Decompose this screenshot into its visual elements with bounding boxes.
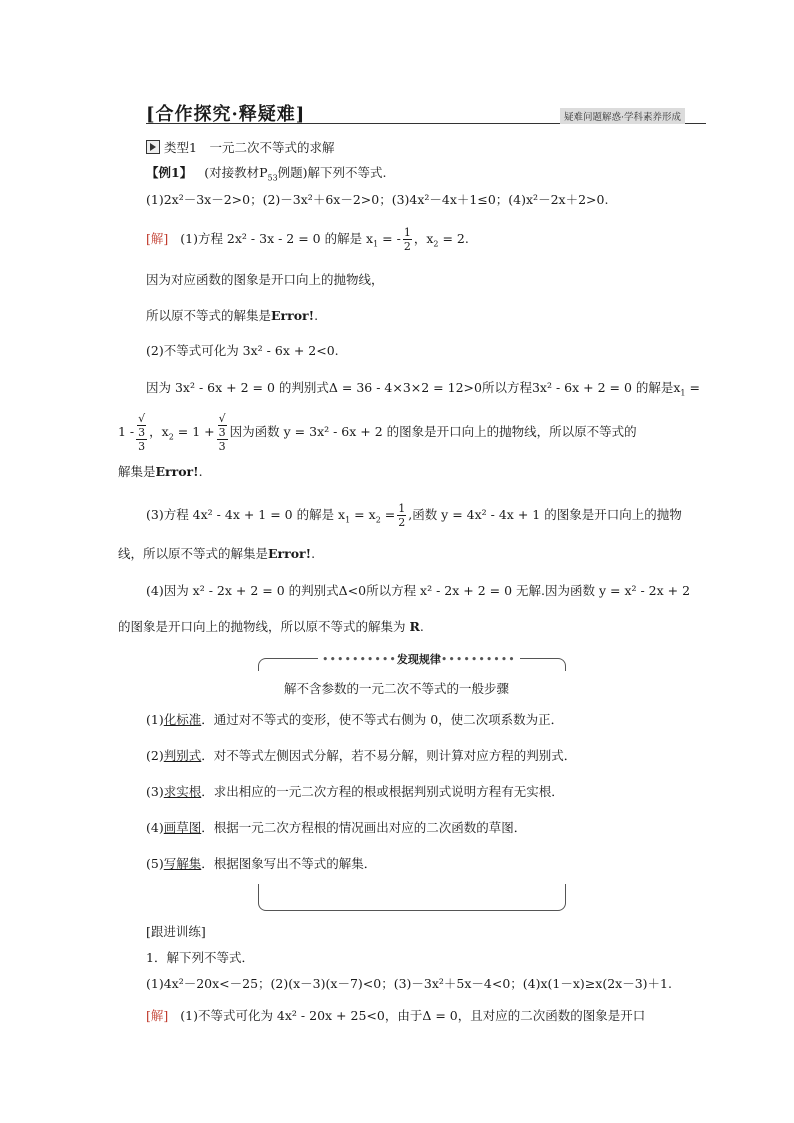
step-text: ．通过对不等式的变形，使不等式右侧为 0，使二次项系数为正． — [201, 712, 564, 727]
example-source-sub: 53 — [267, 173, 278, 183]
step-num: (4) — [146, 820, 164, 835]
rule-step-2 — [146, 748, 576, 764]
step-key: 化标准 — [163, 712, 202, 727]
step-num: (1) — [146, 712, 164, 727]
s3-sub1: 1 — [345, 515, 351, 525]
s3-c: = — [380, 507, 396, 522]
s2-line2: 因为 3x² - 6x + 2 = 0 的判别式Δ = 36 - 4×3×2 = 12>0所以方程3x² - 6x + 2 = 0 的解是x — [146, 380, 681, 395]
step-num: (3) — [146, 784, 164, 799]
s1-sub2: 2 — [433, 239, 439, 249]
fraction-one-half — [403, 226, 412, 253]
play-triangle-icon — [146, 140, 160, 154]
s1-a: (1)方程 2x² - 3x - 2 = 0 的解是 x — [180, 231, 374, 246]
s2-line4-a: 解集是 — [118, 464, 156, 479]
s1-line3-a: 所以原不等式的解集是 — [146, 308, 272, 323]
example-problems: (1)2x²－3x－2>0；(2)－3x²＋6x－2>0；(3)4x²－4x＋1≤0；(4)x²－2x＋2>0. — [146, 192, 609, 207]
example-source: (对接教材P — [204, 165, 268, 180]
dots-right: •••••••••• — [440, 653, 516, 666]
rule-step-5 — [146, 856, 376, 872]
s2-l3-d: 因为函数 y = 3x² - 6x + 2 的图象是开口向上的抛物线，所以原不等式的 — [229, 424, 637, 439]
error-text: Error! — [268, 546, 312, 561]
step-text: ．根据一元二次方程根的情况画出对应的二次函数的草图． — [201, 820, 527, 835]
step-key: 判别式 — [163, 748, 202, 763]
rule-step-4 — [146, 820, 526, 836]
s2-l3-c: = 1 + — [173, 424, 215, 439]
rule-box-bottom — [258, 884, 566, 911]
practice-sol-text: (1)不等式可化为 4x² - 20x + 25<0，由于Δ = 0，且对应的二次函数的图象是开口 — [180, 1008, 646, 1023]
s4-line2-b: . — [419, 619, 424, 634]
frac-den: 3 — [218, 440, 226, 453]
example-header — [146, 165, 387, 187]
solution-4-line1: (4)因为 x² - 2x + 2 = 0 的判别式Δ<0所以方程 x² - 2x + 2 = 0 无解.因为函数 y = x² - 2x + 2 — [146, 583, 691, 598]
step-key: 求实根 — [163, 784, 202, 799]
rule-title: 解不含参数的一元二次不等式的一般步骤 — [284, 681, 510, 696]
s1-line3-b: . — [314, 308, 319, 323]
frac-num: 1 — [403, 226, 411, 239]
sqrt-value: 3 — [138, 426, 146, 439]
s2-line2-end: = — [685, 380, 700, 395]
type-heading — [146, 140, 334, 156]
solution-4-line2 — [118, 619, 424, 635]
solution-1-line2: 因为对应函数的图象是开口向上的抛物线， — [146, 272, 384, 287]
frac-den: 3 — [138, 440, 146, 453]
practice-q1-items: (1)4x²－20x<－25；(2)(x－3)(x－7)<0；(3)－3x²＋5x－4<0；(4)x(1－x)≥x(2x－3)＋1. — [146, 976, 672, 991]
s1-b: = - — [378, 231, 401, 246]
solution-2-line4 — [118, 464, 203, 480]
frac-den: 2 — [403, 240, 411, 253]
solution-3-line2 — [118, 546, 315, 562]
sqrt-icon: √ — [138, 412, 146, 425]
fraction-one-half — [397, 502, 406, 529]
s4-line2-a: 的图象是开口向上的抛物线，所以原不等式的解集为 — [118, 619, 410, 634]
s3-sub2: 2 — [375, 515, 381, 525]
section-tag: 疑难问题解惑·学科素养形成 — [560, 108, 685, 124]
rule-step-1 — [146, 712, 563, 728]
solution-3-line1 — [146, 502, 682, 529]
step-key: 画草图 — [163, 820, 202, 835]
step-num: (2) — [146, 748, 164, 763]
solution-1-line3 — [146, 308, 318, 324]
step-num: (5) — [146, 856, 164, 871]
s2-line4-b: . — [198, 464, 203, 479]
s1-c: ，x — [413, 231, 434, 246]
step-text: ．对不等式左侧因式分解，若不易分解，则计算对应方程的判别式． — [201, 748, 577, 763]
example-label: 【例1】 — [146, 165, 193, 180]
s3-line2-b: . — [311, 546, 316, 561]
error-text: Error! — [271, 308, 315, 323]
s2-l3-sub: 2 — [168, 432, 174, 442]
s1-sub1: 1 — [373, 239, 379, 249]
s2-l3-b: ，x — [149, 424, 169, 439]
s3-d: ,函数 y = 4x² - 4x + 1 的图象是开口向上的抛物 — [408, 507, 682, 522]
s3-b: = x — [350, 507, 376, 522]
step-text: ．求出相应的一元二次方程的根或根据判别式说明方程有无实根． — [201, 784, 564, 799]
sqrt-icon: √ — [218, 412, 226, 425]
rule-step-3 — [146, 784, 564, 800]
type-label: 类型1 一元二次不等式的求解 — [164, 140, 335, 155]
rule-label: 发现规律 — [396, 653, 441, 666]
s3-a: (3)方程 4x² - 4x + 1 = 0 的解是 x — [146, 507, 346, 522]
sqrt-value: 3 — [218, 426, 226, 439]
section-title: [合作探究·释疑难] — [146, 104, 306, 125]
set-R: R — [409, 619, 420, 634]
step-key: 写解集 — [163, 856, 202, 871]
s2-line2-sub: 1 — [680, 388, 686, 398]
error-text: Error! — [155, 464, 199, 479]
practice-solution — [146, 1008, 645, 1024]
rule-box-label — [318, 651, 520, 667]
step-text: ．根据图象写出不等式的解集． — [201, 856, 377, 871]
solution-2-line1: (2)不等式可化为 3x² - 6x + 2<0. — [146, 343, 339, 358]
solution-tag: [解] — [146, 1008, 169, 1023]
s2-l3-a: 1 - — [118, 424, 135, 439]
dots-left: •••••••••• — [322, 653, 397, 666]
practice-label: [跟进训练] — [146, 924, 206, 939]
fraction-sqrt3-over-3-b — [217, 412, 228, 453]
frac-den: 2 — [398, 516, 406, 529]
fraction-sqrt3-over-3-a — [136, 412, 147, 453]
solution-2-line2 — [146, 380, 700, 402]
solution-tag: [解] — [146, 231, 169, 246]
s1-d: = 2. — [438, 231, 469, 246]
s3-line2-a: 线，所以原不等式的解集是 — [118, 546, 269, 561]
solution-2-line3 — [118, 412, 637, 453]
practice-q1: 1．解下列不等式． — [146, 950, 254, 965]
solution-1-line1 — [146, 226, 469, 253]
frac-num: 1 — [398, 502, 406, 515]
example-source-end: 例题)解下列不等式. — [277, 165, 387, 180]
